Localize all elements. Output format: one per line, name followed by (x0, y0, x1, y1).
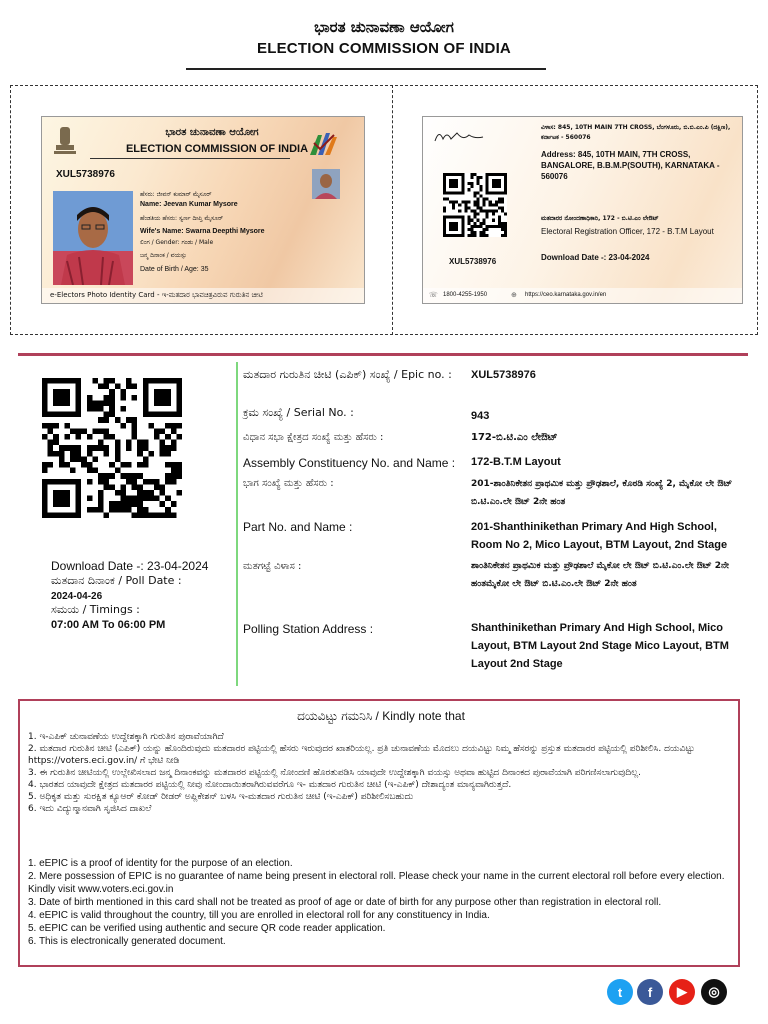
note-en-item: 2. Mere possession of EPIC is no guarantee of name being present in electoral roll. Please check your name in the current electoral roll before every election. Kindly visit www.voters.eci.gov.in (28, 871, 725, 895)
card-front-epic-number: XUL5738976 (56, 169, 115, 180)
part-name: 201-Shanthinikethan Primary And High School, Room No 2, Mico Layout, BTM Layout, 2nd Stage (471, 521, 728, 551)
phone-icon: ☏ (429, 292, 438, 299)
card-front-footer: e-Electors Photo Identity Card - ಇ-ಮತದಾರ ಭಾವಚಿತ್ರವಿರುವ ಗುರುತಿನ ಚೀಟಿ (50, 291, 263, 299)
page-title: ELECTION COMMISSION OF INDIA (257, 40, 511, 57)
epic-number-label: ಮತದಾರ ಗುರುತಿನ ಚೀಟಿ (ಎಪಿಕ್) ಸಂಖ್ಯೆ / Epic no. : (243, 368, 452, 381)
facebook-icon[interactable]: f (637, 979, 663, 1005)
polling-station-address: Shanthinikethan Primary And High School, Mico Layout, BTM Layout 2nd Stage Mico Layout, BTM Layout 2nd Stage (471, 622, 729, 670)
note-en-item: 6. This is electronically generated document. (28, 936, 226, 947)
constituency: 172-B.T.M Layout (471, 456, 561, 468)
note-kn-item: 3. ಈ ಗುರುತಿನ ಚೀಟಿಯಲ್ಲಿ ಉಲ್ಲೇಖಿಸಲಾದ ಜನ್ಮ ದಿನಾಂಕವನ್ನು ಮತದಾರರ ಪಟ್ಟಿಯಲ್ಲಿ ನೋಂದಣಿ ಹೊರತುಪಡಿಸಿ ಯಾವುದೇ ಉದ್ದೇಶಕ್ಕಾಗಿ ವಯಸ್ಸು ಅಥವಾ ಹುಟ್ಟಿದ ದಿನಾಂಕದ ಪುರಾವೆಯಾಗಿ ಪರಿಗಣಿಸಲಾಗುವುದಿಲ್ಲ. (28, 768, 641, 778)
card-side-ornament (342, 127, 352, 187)
address: Address: 845, 10TH MAIN, 7TH CROSS, BANGALORE, B.B.M.P(SOUTH), KARNATAKA - 560076 (541, 150, 720, 181)
column-divider (236, 362, 238, 686)
card-front-title-underline (90, 158, 290, 159)
notes-kannada (28, 731, 732, 815)
part-kannada: 201-ಶಾಂತಿನಿಕೇತನ ಪ್ರಾಥಮಿಕ ಮತ್ತು ಪ್ರೌಢಶಾಲೆ, ಕೊಠಡಿ ಸಂಖ್ಯೆ 2, ಮೈಕೋ ಲೇ ಔಟ್ ಬಿ.ಟಿ.ಎಂ.ಲೇ ಔಟ್ 2ನೇ ಹಂತ (471, 479, 733, 507)
twitter-icon[interactable]: t (607, 979, 633, 1005)
constituency-label: Assembly Constituency No. and Name : (243, 456, 456, 470)
part-label: Part No. and Name : (243, 520, 353, 534)
poll-date-label: ಮತದಾನ ದಿನಾಂಕ / Poll Date : (51, 574, 182, 587)
website-url: https://ceo.karnataka.gov.in/en (525, 292, 607, 298)
cut-line-left (10, 85, 11, 335)
voter-qr-code (42, 378, 182, 518)
signature-icon (433, 127, 485, 145)
card-front-title: ELECTION COMMISSION OF INDIA (125, 143, 309, 155)
download-date: Download Date -: 23-04-2024 (51, 559, 209, 573)
constituency-kannada: 172-ಬಿ.ಟಿ.ಎಂ ಲೇಔಟ್ (471, 432, 558, 443)
note-en-item: 4. eEPIC is valid throughout the country, till you are enrolled in electoral roll for any constituency in India. (28, 910, 490, 921)
note-kn-item: 2. ಮತದಾರ ಗುರುತಿನ ಚೀಟಿ (ಎಪಿಕ್) ಯನ್ನು ಹೊಂದಿರುವುದು ಮತದಾರರ ಪಟ್ಟಿಯಲ್ಲಿ ಹೆಸರು ಇರುವುದರ ಖಾತರಿಯಲ್ಲ. ಪ್ರತಿ ಚುನಾವಣೆಯ ಮೊದಲು ದಯವಿಟ್ಟು ನಿಮ್ಮ ಹೆಸರನ್ನು ಪ್ರಸ್ತುತ ಮತದಾರರ ಪಟ್ಟಿಯಲ್ಲಿ ಪರಿಶೀಲಿಸಿ. ದಯವಿಟ್ಟು https://voters.eci.gov.in/ ಗೆ ಭೇಟಿ ನೀಡಿ (28, 744, 695, 766)
notes-english (28, 857, 732, 948)
epic-number: XUL5738976 (471, 369, 536, 381)
polling-station-label-kannada: ಮತಗಟ್ಟೆ ವಿಳಾಸ : (243, 561, 302, 572)
note-en-item: 1. eEPIC is a proof of identity for the purpose of an election. (28, 858, 293, 869)
globe-icon: ⊕ (511, 292, 517, 299)
card-front-title-kannada: ಭಾರತ ಚುನಾವಣಾ ಆಯೋಗ (165, 127, 259, 138)
cut-line-middle (392, 85, 393, 335)
emblem-icon (52, 125, 78, 159)
note-kn-item: 5. ಅಧಿಕೃತ ಮತ್ತು ಸುರಕ್ಷಿತ ಕ್ಯೂಆರ್ ಕೋಡ್ ರೀಡರ್ ಅಪ್ಲಿಕೇಶನ್ ಬಳಸಿ ಇ-ಮತದಾರ ಗುರುತಿನ ಚೀಟಿ (ಇ-ಎಪಿಕ್) ಪರಿಶೀಲಿಸಬಹುದು (28, 792, 414, 802)
voter-photo (53, 191, 133, 285)
constituency-label-kannada: ವಿಧಾನ ಸಭಾ ಕ್ಷೇತ್ರದ ಸಂಖ್ಯೆ ಮತ್ತು ಹೆಸರು : (243, 432, 384, 443)
note-en-item: 3. Date of birth mentioned in this card shall not be treated as proof of age or date of birth for any purpose other than registration in electoral roll. (28, 897, 662, 908)
poll-date: 2024-04-26 (51, 591, 103, 602)
cut-line-bottom (10, 334, 758, 335)
polling-station-kannada: ಶಾಂತಿನಿಕೇತನ ಪ್ರಾಥಮಿಕ ಮತ್ತು ಪ್ರೌಢಶಾಲೆ ಮೈಕೋ ಲೇ ಔಟ್ ಬಿ.ಟಿ.ಎಂ.ಲೇ ಔಟ್ 2ನೇ ಹಂತಮೈಕೋ ಲೇ ಔಟ್ ಬಿ.ಟಿ.ಎಂ.ಲೇ ಔಟ್ 2ನೇ ಹಂತ (471, 561, 729, 589)
note-kn-item: 4. ಭಾರತದ ಯಾವುದೇ ಕ್ಷೇತ್ರದ ಮತದಾರರ ಪಟ್ಟಿಯಲ್ಲಿ ನೀವು ನೋಂದಾಯಿತರಾಗಿರುವವರೆಗೂ ಇ- ಮತದಾರ ಗುರುತಿನ ಚೀಟಿ (ಇ-ಎಪಿಕ್) ದೇಶಾದ್ಯಂತ ಮಾನ್ಯವಾಗಿರುತ್ತದೆ. (28, 780, 512, 790)
evm-logo-icon (306, 129, 340, 163)
helpline-number: 1800-4255-1950 (443, 292, 488, 298)
notes-title: ದಯವಿಟ್ಟು ಗಮನಿಸಿ / Kindly note that (297, 709, 465, 723)
card-front (41, 116, 365, 304)
card-back-qr-code (443, 173, 507, 237)
notes-panel (18, 699, 740, 967)
voter-gender: ಲಿಂಗ / Gender: ಗಂಡು / Male (140, 239, 214, 246)
title-underline (186, 68, 546, 70)
polling-station-label: Polling Station Address : (243, 622, 374, 636)
voter-photo-small (312, 169, 340, 199)
serial-number-label: ಕ್ರಮ ಸಂಖ್ಯೆ / Serial No. : (243, 406, 354, 419)
voter-name: Name: Jeevan Kumar Mysore (140, 201, 238, 208)
address-kannada: ವಿಳಾಸ: 845, 10TH MAIN 7TH CROSS, ಬೆಂಗಳೂರು, ಬಿ.ಬಿ.ಎಂ.ಪಿ (ದಕ್ಷಿಣ), ಕರ್ನಾಟಕ - 560076 (541, 124, 731, 141)
card-back-download-date: Download Date -: 23-04-2024 (541, 253, 650, 262)
ero-kannada: ಮತದಾರರ ನೋಂದಣಾಧಿಕಾರಿ, 172 - ಬಿ.ಟಿ.ಎಂ ಲೇಔಟ್ (541, 215, 659, 222)
part-label-kannada: ಭಾಗ ಸಂಖ್ಯೆ ಮತ್ತು ಹೆಸರು : (243, 478, 334, 489)
ero-designation: Electoral Registration Officer, 172 - B.T.M Layout (541, 227, 714, 236)
relation-name-kannada: ಹೆಂಡತಿಯ ಹೆಸರು: ಸ್ವರ್ಣ ದೀಪ್ತಿ ಮೈಸೂರ್ (140, 215, 224, 222)
voter-dob-age: Date of Birth / Age: 35 (140, 266, 209, 273)
note-en-item: 5. eEPIC can be verified using authentic and secure QR code reader application. (28, 923, 386, 934)
note-kn-item: 1. ಇ-ಎಪಿಕ್ ಚುನಾವಣೆಯ ಉದ್ದೇಶಕ್ಕಾಗಿ ಗುರುತಿನ ಪುರಾವೆಯಾಗಿದೆ (28, 732, 224, 742)
note-kn-item: 6. ಇದು ವಿದ್ಯುನ್ಮಾನವಾಗಿ ಸೃಜಿಸಿದ ದಾಖಲೆ (28, 804, 152, 814)
dob-label-kannada: ಜನ್ಮ ದಿನಾಂಕ / ವಯಸ್ಸು (140, 252, 187, 259)
poll-timings: 07:00 AM To 06:00 PM (51, 619, 166, 631)
voter-name-kannada: ಹೆಸರು: ಜೀವನ್ ಕುಮಾರ್ ಮೈಸೂರ್ (140, 191, 212, 198)
card-back (422, 116, 743, 304)
page-title-kannada: ಭಾರತ ಚುನಾವಣಾ ಆಯೋಗ (314, 18, 454, 36)
timings-label: ಸಮಯ / Timings : (51, 603, 140, 616)
card-back-epic-number: XUL5738976 (449, 257, 497, 266)
instagram-icon[interactable]: ◎ (701, 979, 727, 1005)
section-divider (18, 353, 748, 356)
youtube-icon[interactable]: ▶ (669, 979, 695, 1005)
cut-line-right (757, 85, 758, 335)
relation-name: Wife's Name: Swarna Deepthi Mysore (140, 228, 265, 235)
cut-line-top (10, 85, 758, 86)
serial-number: 943 (471, 410, 490, 422)
